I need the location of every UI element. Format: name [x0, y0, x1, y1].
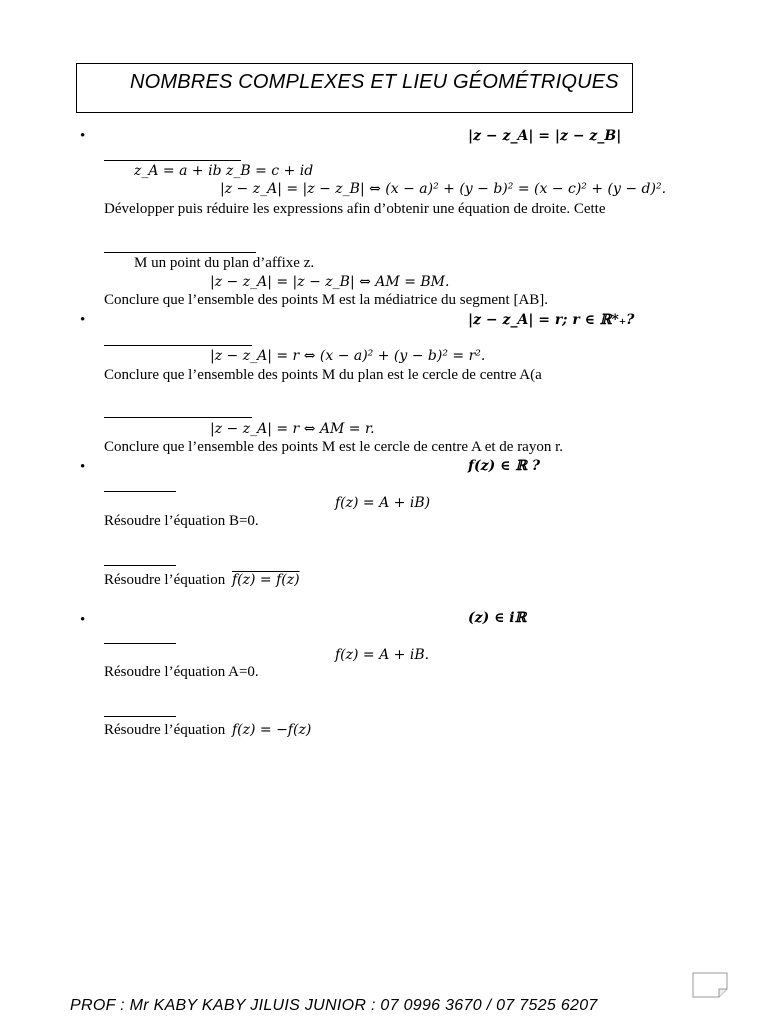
section4-solve1: Résoudre l’équation A=0.	[104, 664, 259, 680]
section1-equivalence2: |z − z_A| = |z − z_B| ⇔ AM = BM.	[210, 274, 450, 290]
bullet-3: •	[80, 459, 86, 475]
section2-rule-1	[104, 345, 252, 346]
section4-solve2	[104, 722, 311, 739]
section3-question: f(z) ∈ ℝ ?	[468, 458, 541, 474]
footer-contact: PROF : Mr KABY KABY JILUIS JUNIOR : 07 0996 3670 / 07 7525 6207	[70, 997, 598, 1014]
section3-rule-1	[104, 491, 176, 492]
section2-rule-2	[104, 417, 252, 418]
section4-question: (z) ∈ iℝ	[468, 610, 527, 626]
section2-equivalence2: |z − z_A| = r ⇔ AM = r.	[210, 421, 375, 437]
section1-rule-2	[104, 252, 256, 253]
section1-conclusion: Conclure que l’ensemble des points M est la médiatrice du segment [AB].	[104, 292, 549, 308]
section4-rule-1	[104, 643, 176, 644]
section3-solve1: Résoudre l’équation B=0.	[104, 513, 259, 529]
section1-point-text: M un point du plan d’affixe z.	[134, 255, 315, 271]
page-title: NOMBRES COMPLEXES ET LIEU GÉOMÉTRIQUES	[130, 71, 619, 93]
bullet-1: •	[80, 128, 86, 144]
section4-solve2-math: f(z) = −f(z)	[231, 722, 312, 738]
section2-question: |z − z_A| = r; r ∈ ℝ*₊?	[468, 312, 635, 328]
section3-solve2	[104, 572, 300, 589]
section2-conclusion: Conclure que l’ensemble des points M du plan est le cercle de centre A(a	[104, 367, 542, 383]
section1-question: |z − z_A| = |z − z_B|	[468, 128, 622, 144]
section1-rule-1	[104, 160, 241, 161]
section3-solve2-math: f(z) = f(z)	[231, 572, 300, 588]
section2-conclusion2: Conclure que l’ensemble des points M est le cercle de centre A et de rayon r.	[104, 439, 564, 455]
page-corner-icon	[692, 972, 728, 998]
section4-formula: f(z) = A + iB.	[335, 647, 430, 663]
section1-definitions: z_A = a + ib z_B = c + id	[134, 163, 314, 179]
section1-instruction: Développer puis réduire les expressions afin d’obtenir une équation de droite. Cette	[104, 201, 606, 217]
section4-solve2-text: Résoudre l’équation	[104, 722, 226, 738]
section3-rule-2	[104, 565, 176, 566]
section4-rule-2	[104, 716, 176, 717]
section3-formula: f(z) = A + iB)	[335, 495, 431, 511]
bullet-4: •	[80, 612, 86, 628]
section2-equivalence: |z − z_A| = r ⇔ (x − a)² + (y − b)² = r².	[210, 348, 486, 364]
section3-solve2-text: Résoudre l’équation	[104, 572, 226, 588]
bullet-2: •	[80, 312, 86, 328]
section1-equivalence: |z − z_A| = |z − z_B| ⇔ (x − a)² + (y − b)² = (x − c)² + (y − d)².	[220, 181, 667, 197]
